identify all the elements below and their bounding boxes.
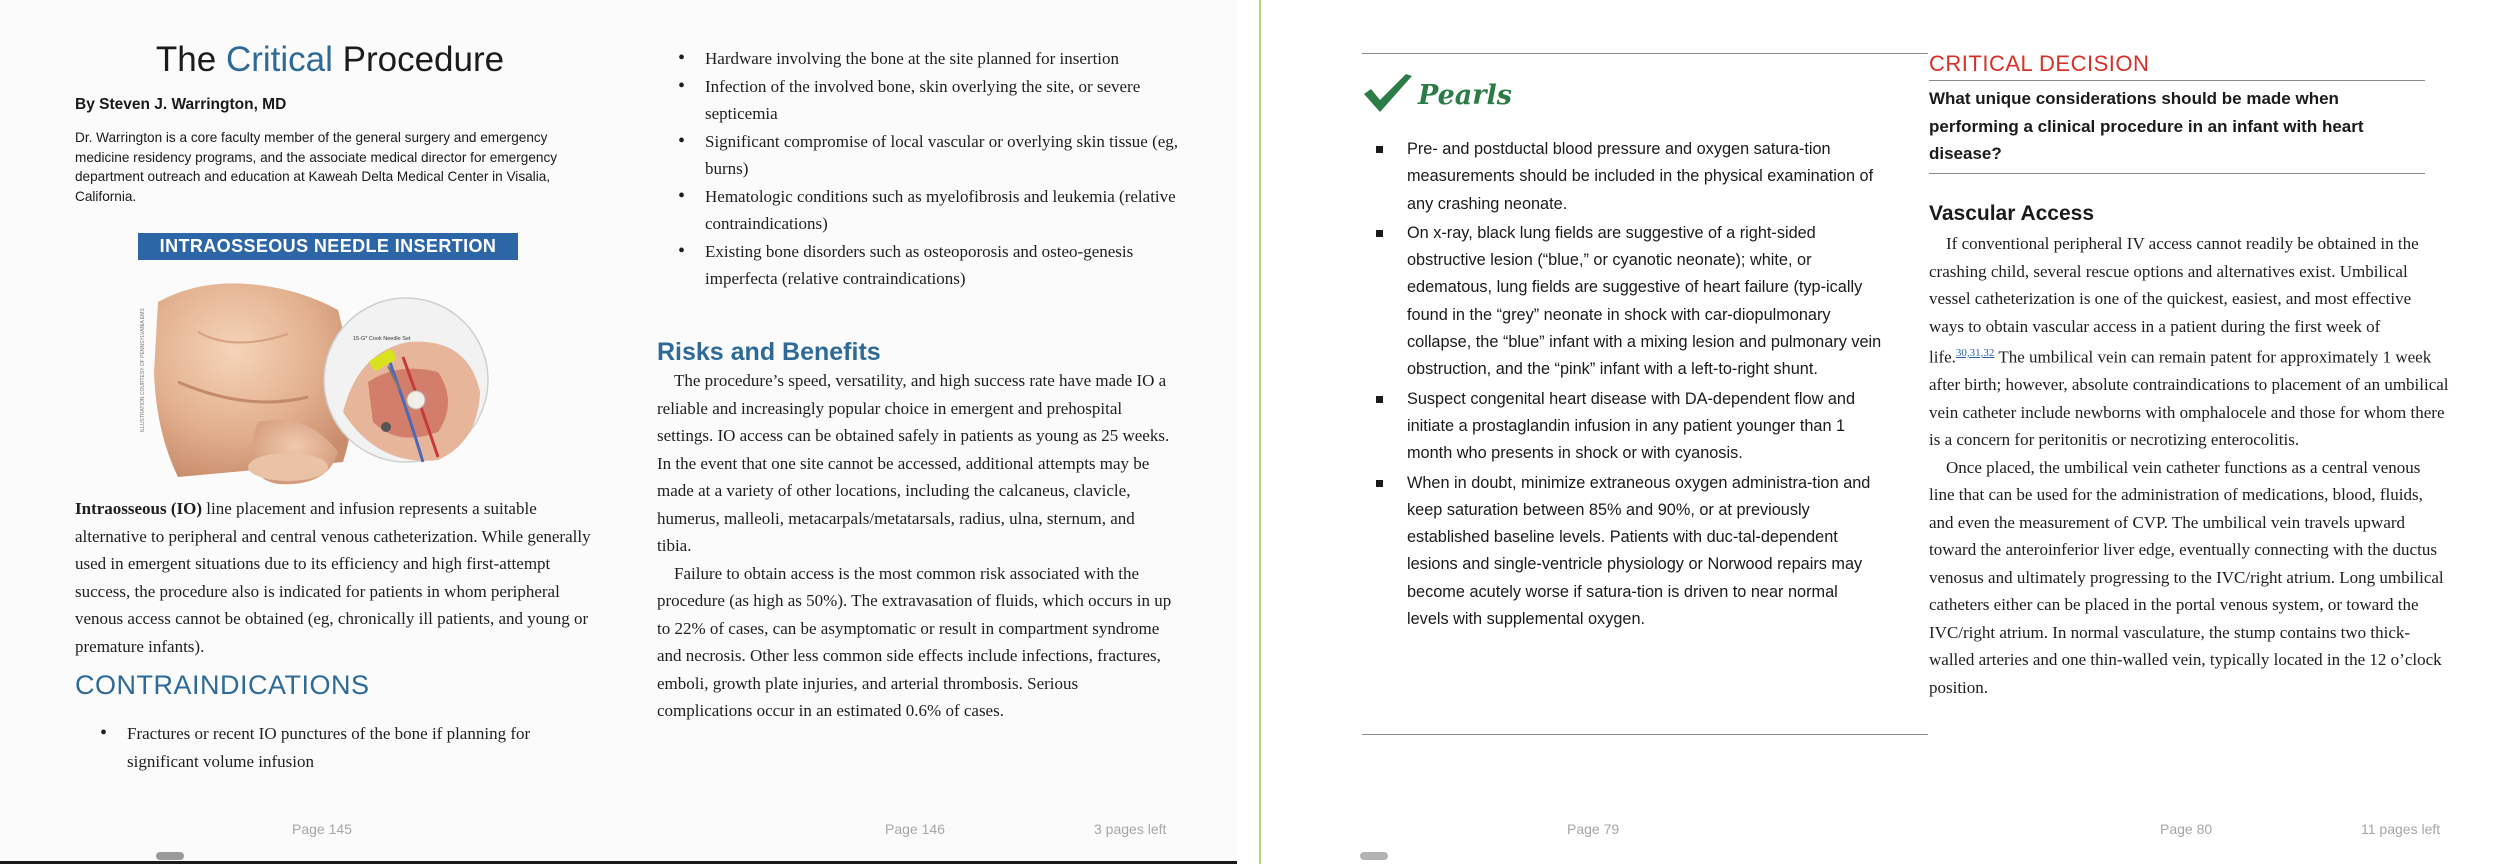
pearls-list xyxy=(1362,136,1882,635)
page-scroll-handle[interactable] xyxy=(156,852,184,860)
risks-body xyxy=(657,367,1173,725)
text-run: The umbilical vein can remain patent for approximately 1 week after birth; however, absolute contraindications to placement of an umbilical vein catheter include newborns with omphalocele and those for whom there is a concern for peritonitis or necrotizing enterocolitis. xyxy=(1929,347,2449,450)
pearls-header xyxy=(1362,72,1512,118)
bottom-rule xyxy=(1362,734,1928,735)
paragraph xyxy=(1929,230,2449,454)
list-item: Pre- and postductal blood pressure and oxygen satura-tion measurements should be included in the physical examination of any crashing neonate. xyxy=(1362,136,1882,218)
byline: By Steven J. Warrington, MD xyxy=(75,96,287,113)
list-item: • Hardware involving the bone at the site planned for insertion xyxy=(670,45,1190,73)
page-number-146: Page 146 xyxy=(885,821,945,837)
title-part: The xyxy=(155,40,226,79)
intro-lead: Intraosseous (IO) xyxy=(75,499,203,518)
list-item: • Fractures or recent IO punctures of the bone if planning for significant volume infusion xyxy=(92,720,592,775)
list-item: Suspect congenital heart disease with DA-dependent flow and initiate a prostaglandin infusion in any patient younger than 1 month who presents in shock or with cyanosis. xyxy=(1362,386,1882,468)
title-accent-word: Critical xyxy=(225,40,333,79)
list-item: • Infection of the involved bone, skin overlying the site, or severe septicemia xyxy=(670,73,1190,128)
article-title xyxy=(75,40,585,80)
contraindications-list xyxy=(92,720,592,775)
list-item: • Existing bone disorders such as osteoporosis and osteo-genesis imperfecta (relative contraindications) xyxy=(670,238,1190,293)
left-book-window xyxy=(0,0,1237,864)
list-item: • Significant compromise of local vascular or overlying skin tissue (eg, burns) xyxy=(670,128,1190,183)
figure-callout: 15-G* Cook Needle Set xyxy=(353,336,411,342)
contraindications-list-continued xyxy=(670,45,1190,293)
vascular-access-heading: Vascular Access xyxy=(1929,202,2095,225)
paragraph: Once placed, the umbilical vein catheter functions as a central venous line that can be used for the administration of medications, blood, fluids, and even the measurement of CVP. The umbilical vein travels upward toward the anteroinferior liver edge, eventually connecting with the ductus venosus and ultimately progressing to the IVC/right atrium. Long umbilical catheters either can be placed in the portal venous system, or toward the IVC/right atrium. In normal vasculature, the stump contains two thick-walled arteries and one thin-walled vein, typically located in the 12 o’clock position. xyxy=(1929,457,2444,697)
title-part: Procedure xyxy=(332,40,505,79)
citation-link[interactable]: 30,31,32 xyxy=(1955,347,1995,359)
paragraph: The procedure’s speed, versatility, and high success rate have made IO a reliable and increasingly popular choice in emergent and prehospital settings. IO access can be obtained safely in patients as young as 25 weeks. In the event that one site cannot be accessed, additional attempts may be made at a variety of other locations, including the calcaneus, clavicle, humerus, malleoli, metacarpals/metatarsals, radius, ulna, sternum, and tibia. xyxy=(657,371,1170,555)
list-item: When in doubt, minimize extraneous oxygen administra-tion and keep saturation between 85% and 90%, or at previously established baseline levels. Patients with duc-tal-dependent lesions and single-ventricle physiology or Norwood repairs may become acutely worse if satura-tion is driven to near normal levels with supplemental oxygen. xyxy=(1362,470,1882,634)
cd-top-rule xyxy=(1929,80,2425,81)
figure-credit: ILLUSTRATION COURTESY OF PENNSYLVANIA EMS xyxy=(140,308,146,432)
vascular-access-body xyxy=(1929,230,2449,701)
intro-rest: line placement and infusion represents a suitable alternative to peripheral and central venous catheterization. While generally used in emergent situations due to its efficiency and high first-attempt success, the procedure also is indicated for patients in whom peripheral venous access cannot be obtained (eg, chronically ill patients, and young or premature infants). xyxy=(75,499,591,656)
contraindications-heading: CONTRAINDICATIONS xyxy=(75,670,370,700)
pages-left-indicator: 3 pages left xyxy=(1094,821,1167,837)
list-item: On x-ray, black lung fields are suggestive of a right-sided obstructive lesion (“blue,” or cyanotic neonate); white, or edematous, lung fields are suggestive of heart failure (typ-ically found in the “grey” neonate in shock with car-diopulmonary collapse, the “blue” infant with a mixing lesion and pulmonary vein obstruction, and the “pink” infant with a left-to-right shunt. xyxy=(1362,220,1882,384)
page-number-80: Page 80 xyxy=(2160,821,2213,837)
critical-decision-question: What unique considerations should be made when performing a clinical procedure in an infant with heart disease? xyxy=(1929,89,2364,163)
critical-decision-heading: CRITICAL DECISION xyxy=(1929,51,2150,76)
author-bio: Dr. Warrington is a core faculty member of the general surgery and emergency medicine residency programs, and the associate medical director for emergency department outreach and education at Kaweah Delta Medical Center in Visalia, California. xyxy=(75,130,558,204)
text-run: If conventional peripheral IV access cannot readily be obtained in the crashing child, several rescue options and alternatives exist. Umbilical vessel catheterization is one of the quickest, easiest, and most effective ways to obtain vascular access in a patient during the first week of life. xyxy=(1929,234,2419,367)
figure-banner: INTRAOSSEOUS NEEDLE INSERTION xyxy=(138,233,518,260)
window-divider xyxy=(1237,0,1260,864)
pages-left-indicator: 11 pages left xyxy=(2361,821,2441,837)
cd-bottom-rule xyxy=(1929,173,2425,174)
checkmark-icon xyxy=(1362,72,1414,118)
top-rule xyxy=(1362,53,1928,54)
page-number-79: Page 79 xyxy=(1567,821,1620,837)
right-book-window xyxy=(1262,0,2500,864)
page-scroll-handle[interactable] xyxy=(1360,852,1388,860)
io-needle-illustration xyxy=(138,262,518,492)
list-item: • Hematologic conditions such as myelofibrosis and leukemia (relative contraindications) xyxy=(670,183,1190,238)
intro-paragraph xyxy=(75,495,593,660)
paragraph: Failure to obtain access is the most common risk associated with the procedure (as high as 50%). The extravasation of fluids, which occurs in up to 22% of cases, can be asymptomatic or result in compartment syndrome and necrosis. Other less common side effects include infections, fractures, emboli, growth plate injuries, and arterial thrombosis. Serious complications occur in an estimated 0.6% of cases. xyxy=(657,563,1172,720)
pearls-heading: Pearls xyxy=(1418,80,1512,111)
page-number-145: Page 145 xyxy=(292,821,352,837)
risks-heading: Risks and Benefits xyxy=(657,338,881,366)
